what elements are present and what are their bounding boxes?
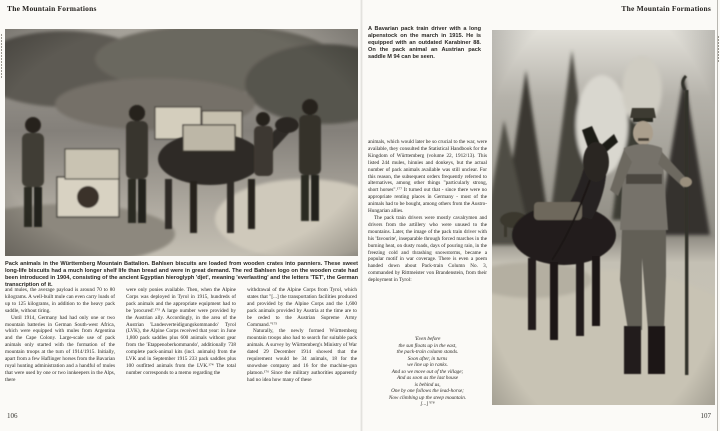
paragraph: and mules, the average payload is around 70 to 80 kilograms. A well-built mule can even carry loads of up to 125 kilograms, in addition to the heavy pack saddle, without tiring. bbox=[5, 287, 115, 314]
photo-credit-mark-left bbox=[1, 34, 2, 78]
paragraph: withdrawal of the Alpine Corps from Tyrol, which states that "[...] the transportation facilities produced and provided by the Alpine Corps and the 1,600 pack animals provided by Austria at the time are to be ceded to the Austrian Supreme Army Command."¹⁷⁵ bbox=[247, 287, 357, 328]
running-header-left: The Mountain Formations bbox=[7, 4, 97, 13]
poem-line: Now climbing up the steep mountain. bbox=[388, 394, 467, 401]
running-header-right: The Mountain Formations bbox=[621, 4, 711, 13]
page-number-right: 107 bbox=[700, 412, 711, 420]
pack-train-poem bbox=[368, 336, 487, 408]
left-page-text-columns bbox=[5, 287, 358, 413]
poem-line: And as soon as the last house bbox=[396, 375, 459, 381]
poem-line: we line up in ranks. bbox=[407, 362, 448, 368]
right-photo-illustration bbox=[492, 30, 715, 405]
left-photo-pack-mule-loading bbox=[5, 29, 358, 256]
left-photo-caption: Pack animals in the Württemberg Mountain Battalion. Bahlsen biscuits are loaded from wooden crates into panniers. These sweet long-life biscuits had a much longer shelf life than bread and were in great demand. The red Bahlsen logo on the wooden crate had been introduced in 1904, consisting of the ancient Egyptian hieroglyph 'djet', meaning 'everlasting' and the letters 'TET', the German transcription of it. bbox=[5, 261, 358, 288]
poem-line: is behind us, bbox=[414, 381, 441, 388]
poem-line: the pack-train column stands. bbox=[396, 349, 459, 355]
poem-line: the sun floats up in the east, bbox=[398, 342, 457, 349]
text-column-1 bbox=[5, 287, 115, 413]
paragraph: Until 1914, Germany had had only one or two mountain batteries in German South-west Africa, which were equipped with mules from Argentina and the Cape Colony. Large-scale use of pack animals only started with the formation of the mountain troops at the turn of 1914/1915. Initially, apart from a few Haflinger horses from the Bavarian royal hunting administration and a handful of mules that were used by one or two innkeepers in the Alps, there bbox=[5, 314, 115, 383]
right-page-text-column bbox=[368, 139, 487, 284]
paragraph: animals, which would later be so crucial to the war, were available, they consulted the Statistical Handbook for the Kingdom of Württemberg (volume 22, 1912/13). This listed 244 mules, hinnies and donkeys, but the actual number of pack animals available was still unclear. For this reason, the subsequent orders frequently referred to alternatives, among other things "particularly strong, short horses".¹⁷⁷ It turned out that - since there were no appropriate renting places in Germany - most of the animals had to be bought, among others from the Austro-Hungarian allies. bbox=[368, 139, 487, 215]
page-number-left: 106 bbox=[7, 412, 18, 420]
poem-line: 'Even before bbox=[414, 336, 441, 342]
text-column-3 bbox=[247, 287, 357, 413]
photo-credit-mark-right bbox=[718, 36, 719, 62]
paragraph: were only ponies available. Then, when the Alpine Corps was deployed in Tyrol in 1915, hundreds of pack animals and the appropriate equipment had to be 'procured'.¹⁷³ A large number were provided by the Austrian ally. Accordingly, in the area of the Austrian 'Landesverteidigungskommando' Tyrol (LVK), the Alpine Corps received that year: in June 1,800 pack saddles plus 600 animals without gear from the 'Etappenoberkommando', additionally 738 complete pack-animal kits (incl. animals) from the LVK and in September 1915 233 pack saddles plus 100 outfitted animals from the LVK.¹⁷⁴ The total number corresponds to a memo regarding the bbox=[126, 287, 236, 376]
paragraph: Naturally, the newly formed Württemberg mountain troops also had to search for suitable pack animals. A survey by Württemberg's Ministry of War dated 29 December 1914 showed that the requirement would be 34 animals, 18 for the snowshoe company and 16 for the machine-gun platoon.¹⁷⁶ Since the military authorities apparently had no idea how many of these bbox=[247, 328, 357, 383]
left-photo-illustration bbox=[5, 29, 358, 256]
page-edge-line bbox=[717, 0, 718, 431]
poem-line: Soon after, in turns bbox=[407, 355, 448, 362]
right-photo-pack-train-driver bbox=[492, 30, 715, 405]
poem-line: [...]'¹⁷⁸ bbox=[420, 401, 435, 407]
paragraph: The pack train drivers were mostly cavalrymen and drivers from the artillery who were unused to the mountains. Later, the image of the pack train driver with his 'favourite', inseparable through forced marches in the burning heat, on dusty roads, days of pouring rain, in the freezing cold and thrashing snowstorms, became a popular motif in war coverage. There is even a poem handed down about Pack-train Column No. 3, commanded by Rittmeister von Brandenstein, from their deployment in Tyrol: bbox=[368, 214, 487, 284]
right-photo-caption: A Bavarian pack train driver with a long alpenstock on the march in 1915. He is equipped with an outdated Karabiner 88. On the pack animal an Austrian pack saddle M 94 can be seen. bbox=[368, 26, 481, 60]
spread-gutter bbox=[360, 0, 363, 431]
poem-line: One by one follows the lead-horse; bbox=[391, 388, 464, 394]
poem-line: And so we move out of the village; bbox=[391, 368, 464, 375]
text-column-2 bbox=[126, 287, 236, 413]
